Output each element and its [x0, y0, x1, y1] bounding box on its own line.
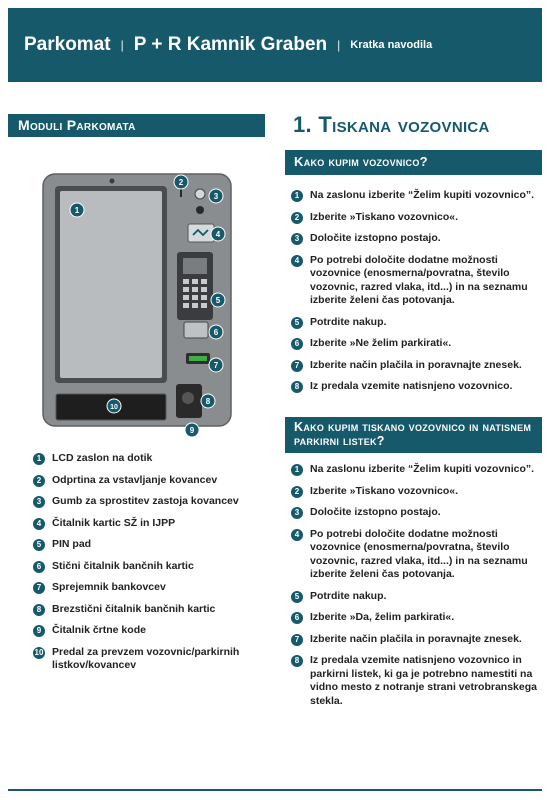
legend-label: Brezstični čitalnik bančnih kartic	[52, 602, 216, 615]
step-text: Iz predala vzemite natisnjeno vozovnico in parkirni listek, ki ga je potrebno namestiti na vidno mesto z notranje strani vetrobranskega stekla.	[310, 654, 537, 707]
number-badge: 2	[291, 212, 303, 224]
header-separator: |	[120, 38, 124, 52]
number-badge: 8	[33, 604, 45, 616]
step-text: Izberite način plačila in poravnajte znesek.	[310, 632, 522, 645]
number-badge: 7	[291, 360, 303, 372]
step-item	[291, 654, 541, 708]
legend-label: Čitalnik črtne kode	[52, 624, 146, 636]
number-badge: 3	[291, 233, 303, 245]
svg-text:4: 4	[215, 230, 221, 239]
legend-item	[33, 581, 273, 595]
svg-text:9: 9	[189, 426, 195, 435]
header-note: Kratka navodila	[350, 39, 433, 51]
legend-item	[33, 624, 273, 638]
step-text: Določite izstopno postajo.	[310, 232, 441, 244]
step-item	[291, 232, 541, 246]
number-badge: 5	[33, 539, 45, 551]
number-badge: 4	[33, 518, 45, 530]
number-badge: 8	[291, 655, 303, 667]
section-title: 1. Tiskana vozovnica	[293, 112, 490, 137]
step-item	[291, 337, 541, 351]
lcd-screen	[60, 191, 162, 378]
number-badge: 7	[291, 634, 303, 646]
document-header	[8, 8, 542, 82]
svg-text:1: 1	[74, 206, 80, 215]
coin-release-button	[195, 189, 205, 199]
question-heading-2: Kako kupim tiskano vozovnico in natisnem parkirni listek?	[285, 417, 542, 453]
legend-label: Gumb za sprostitev zastoja kovancev	[52, 495, 239, 507]
header-title: Parkomat	[24, 34, 111, 55]
question-heading-1: Kako kupim vozovnico?	[285, 150, 542, 175]
contact-card-reader	[184, 322, 208, 338]
legend-item	[33, 538, 273, 552]
step-text: Po potrebi določite dodatne možnosti vozovnice (enosmerna/povratna, število vozovnic, razred vlaka, itd...) in na seznamu izberite želeni čas potovanja.	[310, 527, 528, 580]
legend-label: Stični čitalnik bančnih kartic	[52, 559, 194, 572]
legend-label: PIN pad	[52, 538, 92, 550]
step-item	[291, 211, 541, 225]
number-badge: 8	[291, 381, 303, 393]
legend-item	[33, 560, 273, 574]
step-item	[291, 380, 541, 394]
number-badge: 3	[291, 507, 303, 519]
header-subtitle: P + R Kamnik Graben	[133, 34, 328, 55]
step-item	[291, 254, 541, 308]
step-text: Izberite način plačila in poravnajte znesek.	[310, 358, 522, 371]
number-badge: 7	[33, 582, 45, 594]
svg-text:2: 2	[178, 178, 184, 187]
number-badge: 1	[291, 464, 303, 476]
camera-icon	[110, 179, 115, 184]
step-item	[291, 463, 541, 477]
legend-item	[33, 474, 273, 488]
number-badge: 5	[291, 317, 303, 329]
step-text: Izberite »Tiskano vozovnico«.	[310, 210, 459, 223]
step-text: Iz predala vzemite natisnjeno vozovnico.	[310, 380, 513, 392]
step-text: Na zaslonu izberite “Želim kupiti vozovnico”.	[310, 463, 535, 475]
number-badge: 1	[33, 453, 45, 465]
number-badge: 5	[291, 591, 303, 603]
step-text: Na zaslonu izberite “Želim kupiti vozovnico”.	[310, 189, 535, 201]
svg-text:8: 8	[205, 397, 211, 406]
svg-text:3: 3	[213, 192, 219, 201]
legend-item	[33, 603, 273, 617]
step-item	[291, 506, 541, 520]
step-text: Po potrebi določite dodatne možnosti vozovnice (enosmerna/povratna, število vozovnic, razred vlaka, itd...) in na seznamu izberite želeni čas potovanja.	[310, 253, 528, 306]
step-item	[291, 485, 541, 499]
step-text: Izberite »Tiskano vozovnico«.	[310, 484, 459, 497]
step-item	[291, 316, 541, 330]
legend-item	[33, 495, 273, 509]
step-item	[291, 611, 541, 625]
legend-label: Predal za prevzem vozovnic/parkirnih listkov/kovancev	[52, 645, 240, 671]
steps-list-2	[291, 463, 541, 708]
legend-label: LCD zaslon na dotik	[52, 452, 153, 464]
number-badge: 4	[291, 255, 303, 267]
step-item	[291, 633, 541, 647]
number-badge: 6	[33, 561, 45, 573]
svg-text:7: 7	[213, 361, 219, 370]
number-badge: 6	[291, 338, 303, 350]
number-badge: 9	[33, 625, 45, 637]
number-badge: 4	[291, 529, 303, 541]
number-badge: 6	[291, 612, 303, 624]
modules-legend	[33, 452, 273, 681]
number-badge: 2	[291, 486, 303, 498]
coin-release-knob	[196, 206, 204, 214]
number-badge: 3	[33, 496, 45, 508]
header-separator: |	[337, 38, 341, 52]
footer-divider	[8, 789, 542, 791]
step-item	[291, 189, 541, 203]
number-badge: 10	[34, 647, 44, 657]
legend-label: Odprtina za vstavljanje kovancev	[52, 473, 218, 486]
svg-text:6: 6	[213, 328, 219, 337]
step-item	[291, 528, 541, 582]
legend-item	[33, 646, 273, 673]
legend-label: Sprejemnik bankovcev	[52, 581, 166, 593]
legend-label: Čitalnik kartic SŽ in IJPP	[52, 516, 176, 529]
step-text: Izberite »Ne želim parkirati«.	[310, 337, 452, 349]
svg-text:10: 10	[110, 404, 118, 411]
svg-text:5: 5	[215, 296, 221, 305]
parking-machine-illustration	[42, 172, 232, 438]
modules-heading: Moduli Parkomata	[8, 114, 265, 137]
legend-item	[33, 452, 273, 466]
number-badge: 2	[33, 475, 45, 487]
step-text: Potrdite nakup.	[310, 315, 387, 328]
step-text: Izberite »Da, želim parkirati«.	[310, 611, 455, 623]
step-item	[291, 590, 541, 604]
steps-list-1	[291, 189, 541, 394]
step-item	[291, 359, 541, 373]
step-text: Določite izstopno postajo.	[310, 506, 441, 518]
legend-item	[33, 517, 273, 531]
number-badge: 1	[291, 190, 303, 202]
step-text: Potrdite nakup.	[310, 589, 387, 602]
